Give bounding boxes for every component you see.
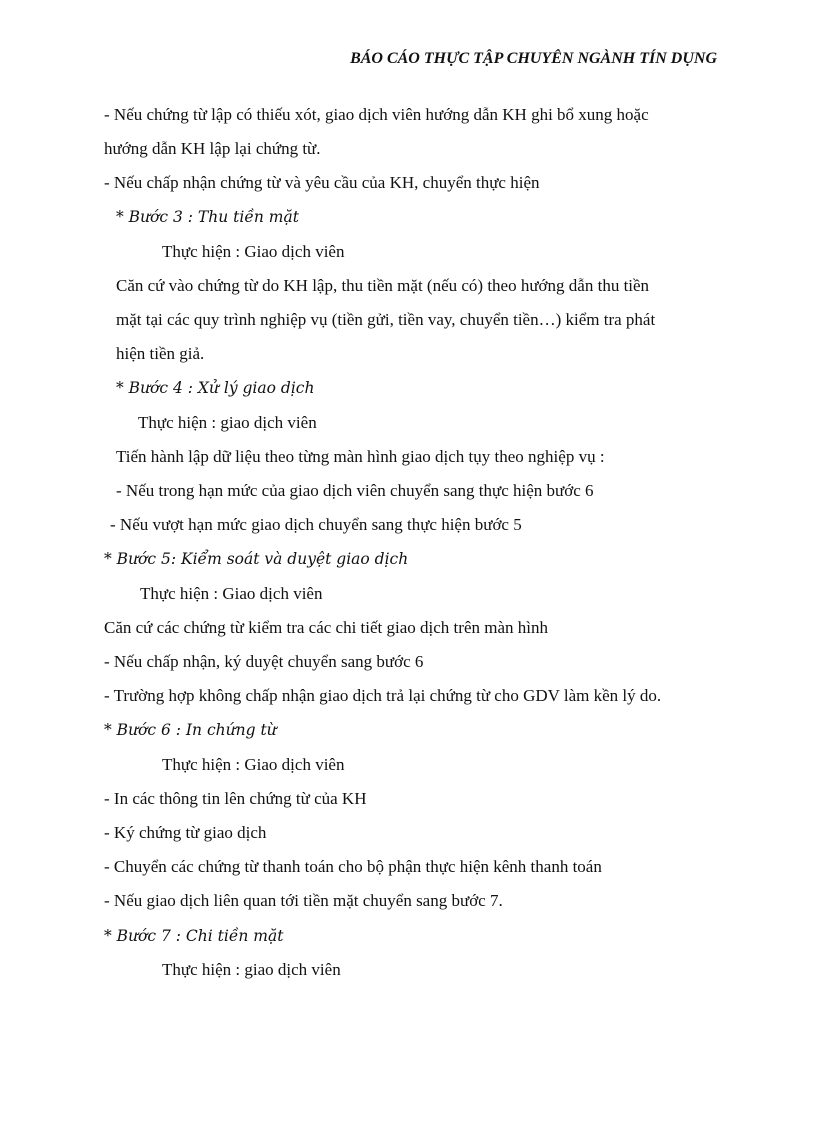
text-line: - Nếu giao dịch liên quan tới tiền mặt chuyển sang bước 7.: [104, 891, 503, 910]
text-line: - Nếu trong hạn mức của giao dịch viên chuyển sang thực hiện bước 6: [116, 481, 594, 500]
step-heading: * Bước 3 : Thu tiền mặt: [116, 208, 299, 226]
text-line: - Ký chứng từ giao dịch: [104, 823, 267, 842]
text-line: Thực hiện : Giao dịch viên: [162, 242, 345, 261]
text-line: - Nếu vượt hạn mức giao dịch chuyển sang thực hiện bước 5: [110, 515, 522, 534]
text-line: - Nếu chứng từ lập có thiếu xót, giao dịch viên hướng dẫn KH ghi bổ xung hoặc: [104, 105, 649, 124]
text-line: Căn cứ các chứng từ kiểm tra các chi tiết giao dịch trên màn hình: [104, 618, 548, 637]
text-line: hướng dẫn KH lập lại chứng từ.: [104, 139, 321, 158]
text-line: - In các thông tin lên chứng từ của KH: [104, 789, 367, 808]
text-line: Thực hiện : giao dịch viên: [138, 413, 317, 432]
text-line: Thực hiện : Giao dịch viên: [140, 584, 323, 603]
text-line: - Nếu chấp nhận, ký duyệt chuyển sang bước 6: [104, 652, 424, 671]
text-line: - Nếu chấp nhận chứng từ và yêu cầu của KH, chuyển thực hiện: [104, 173, 540, 192]
step-heading: * Bước 7 : Chi tiền mặt: [104, 927, 284, 945]
text-line: - Chuyển các chứng từ thanh toán cho bộ phận thực hiện kênh thanh toán: [104, 857, 602, 876]
step-heading: * Bước 5: Kiểm soát và duyệt giao dịch: [104, 550, 409, 568]
step-heading: * Bước 6 : In chứng từ: [104, 721, 277, 739]
text-line: Thực hiện : giao dịch viên: [162, 960, 341, 979]
text-line: - Trường hợp không chấp nhận giao dịch trả lại chứng từ cho GDV làm kền lý do.: [104, 686, 662, 705]
text-line: mặt tại các quy trình nghiệp vụ (tiền gửi, tiền vay, chuyển tiền…) kiểm tra phát: [116, 310, 656, 329]
page-header-title: BÁO CÁO THỰC TẬP CHUYÊN NGÀNH TÍN DỤNG: [350, 50, 717, 67]
text-line: Căn cứ vào chứng từ do KH lập, thu tiền mặt (nếu có) theo hướng dẫn thu tiền: [116, 276, 650, 295]
text-line: hiện tiền giả.: [116, 344, 205, 363]
step-heading: * Bước 4 : Xử lý giao dịch: [116, 379, 315, 397]
text-line: Thực hiện : Giao dịch viên: [162, 755, 345, 774]
text-line: Tiến hành lập dữ liệu theo từng màn hình giao dịch tụy theo nghiệp vụ :: [116, 447, 605, 466]
